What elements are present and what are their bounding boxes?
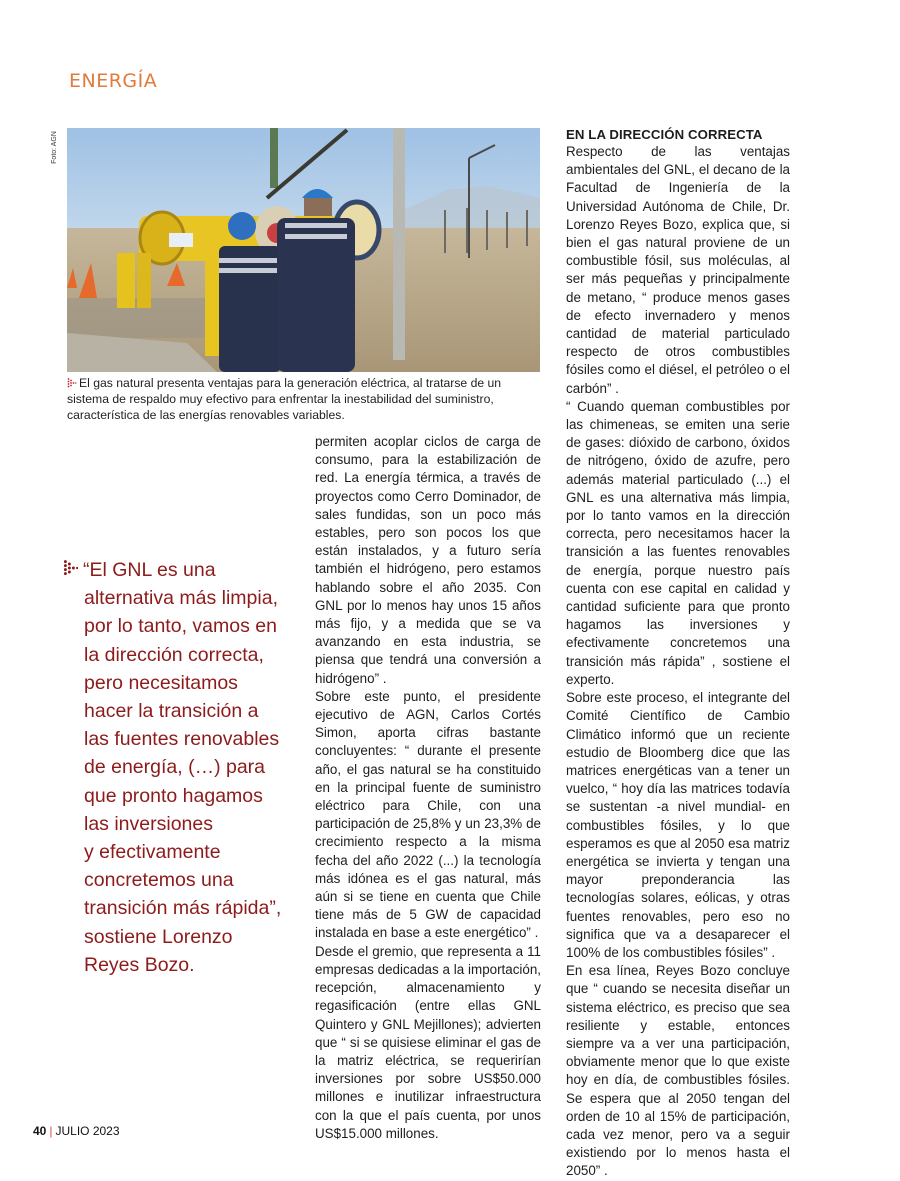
- issue-date: JULIO 2023: [55, 1124, 120, 1138]
- pull-quote-line: Reyes Bozo.: [84, 953, 195, 976]
- pull-quote-line: sostiene Lorenzo: [84, 925, 233, 948]
- pull-quote-line: hacer la transición a: [84, 700, 259, 723]
- subheading: EN LA DIRECCIÓN CORRECTA: [566, 127, 763, 142]
- workers-pipeline-photo: [67, 128, 540, 372]
- photo-caption: [67, 375, 545, 423]
- body-paragraph: Respecto de las ventajas ambientales del GNL, el decano de la Facultad de Ingeniería de la Universidad Autónoma de Chile, Dr. Lorenzo Reyes Bozo, explica que, si bien el gas natural proviene de un combustible fósil, sus moléculas, al ser más pequeñas y principalmente de metano, “ produce menos gases de efecto invernadero y menos cantidad de material particulado respecto de otros combustibles fósiles como el diésel, el petróleo o el carbón” .: [566, 144, 790, 396]
- pull-quote-line: que pronto hagamos: [84, 784, 263, 807]
- page-folio: [33, 1124, 120, 1138]
- pull-quote-line: las fuentes renovables: [84, 728, 280, 751]
- section-header: ENERGÍA: [69, 70, 158, 92]
- pull-quote-line: de energía, (…) para: [84, 756, 266, 779]
- pull-quote-line: “El GNL es una: [83, 559, 216, 581]
- body-paragraph: Sobre este punto, el presidente ejecutivo de AGN, Carlos Cortés Simon, aporta cifras bastante concluyentes: “ durante el presente año, el gas natural se ha constituido en la principal fuente de suministro eléctrico para Chile, con una participación de 25,8% y un 23,3% de crecimiento respecto a la misma fecha del año 2022 (...) la tecnología más idónea es el gas natural, más aún si se tiene en cuenta que Chile tiene más de 5 GW de capacidad instalada en base a este energético” .: [315, 688, 541, 941]
- caption-text: El gas natural presenta ventajas para la generación eléctrica, al tratarse de un sistema de respaldo muy efectivo para enfrentar la inestabilidad del suministro, característica de las energías renovables variables.: [67, 376, 502, 422]
- body-paragraph: “ Cuando queman combustibles por las chimeneas, se emiten una serie de gases: dióxido de carbono, óxidos de nitrógeno, óxido de azufre, pero además material particulado (...) el GNL es una alternativa más limpia, por lo tanto vamos en la dirección correcta, pero necesitamos hacer la transición a las fuentes renovables de energía, porque nuestro país cuenta con ese capital en calidad y cantidad suficiente para que pronto hagamos las inversiones y efectivamente concretemos una transición más rápida” , sostiene el experto.: [566, 398, 790, 687]
- pull-quote-line: alternativa más limpia,: [84, 587, 278, 610]
- dotted-arrow-bullet-icon: [67, 378, 77, 388]
- pull-quote-line: pero necesitamos: [84, 671, 238, 694]
- pull-quote-line: la dirección correcta,: [84, 643, 264, 666]
- folio-separator: |: [49, 1124, 53, 1138]
- dotted-arrow-bullet-icon: [63, 560, 79, 576]
- article-column-middle: [315, 433, 541, 1143]
- body-paragraph: Desde el gremio, que representa a 11 empresas dedicadas a la importación, recepción, almacenamiento y regasificación (entre ellas GNL Quintero y GNL Mejillones); advierten que “ si se quisiese eliminar el gas de la matriz eléctrica, se requerirían inversiones por sobre US$50.000 millones e inutilizar infraestructura con la que el país cuenta, por unos US$15.000 millones.: [315, 943, 541, 1141]
- photo-credit: [52, 130, 64, 170]
- page-number: 40: [33, 1124, 47, 1138]
- body-paragraph: permiten acoplar ciclos de carga de consumo, para la estabilización de red. La energía térmica, a través de proyectos como Cerro Dominador, de sales fundidas, son un poco más estables, pero son pocos los que están instalados, y a futuro sería también el hidrógeno, pero estamos hablando sobre el año 2035. Con GNL por lo menos hay unos 15 años más fijo, y a medida que se va avanzando en esta industria, se piensa que tendrá una conversión a hidrógeno” .: [315, 434, 541, 686]
- pull-quote-line: las inversiones: [84, 812, 213, 835]
- pull-quote-line: y efectivamente: [84, 841, 221, 864]
- photo-credit-text: Foto: AGN: [50, 131, 58, 164]
- pull-quote-line: por lo tanto, vamos en: [84, 615, 277, 638]
- pull-quote: [63, 556, 303, 979]
- pull-quote-line: transición más rápida”,: [84, 897, 282, 920]
- body-paragraph: Sobre este proceso, el integrante del Comité Científico de Cambio Climático informó que un reciente estudio de Bloomberg dice que las matrices energéticas van a tener un vuelco, “ hoy día las matrices todavía se sustentan -a nivel mundial- en combustibles fósiles, y lo que esperamos es que al 2050 esa matriz energética se invierta y tengan una mayor preponderancia las tecnologías solares, eólicas, y otras fuentes renovables, pero eso no significa que va a desaparecer el 100% de los combustibles fósiles” .: [566, 690, 790, 960]
- article-photo: [67, 128, 540, 372]
- article-column-right: [566, 127, 790, 1181]
- body-paragraph: En esa línea, Reyes Bozo concluye que “ cuando se necesita diseñar un sistema eléctrico, es preciso que sea resiliente y estable, entonces siempre va a ver una participación, obviamente menor que lo que existe hoy en día, de combustibles fósiles. Se espera que al 2050 tengan del orden de 10 al 15% de participación, cada vez menor, pero va a seguir existiendo por lo menos hasta el 2050” .: [566, 963, 790, 1179]
- pull-quote-first-line: [63, 556, 303, 584]
- pull-quote-line: concretemos una: [84, 869, 234, 892]
